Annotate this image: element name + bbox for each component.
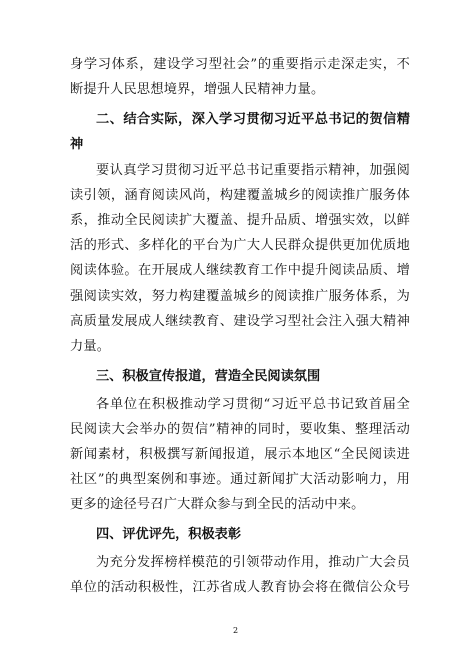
body-text-line: 强阅读实效，努力构建覆盖城乡的阅读推广服务体系，为 bbox=[70, 289, 410, 304]
section-heading: 二、结合实际，深入学习贯彻习近平总书记的贺信精 bbox=[96, 112, 410, 127]
page-number: 2 bbox=[232, 626, 239, 635]
body-text-line: 新闻素材，积极撰写新闻报道，展示本地区“全民阅读进 bbox=[70, 447, 410, 462]
body-text-line: 活的形式、多样化的平台为广大人民群众提供更加优质地 bbox=[70, 238, 410, 253]
body-text-line: 身学习体系，建设学习型社会”的重要指示走深走实，不 bbox=[70, 57, 410, 72]
body-text-line: 读引领，涵育阅读风尚，构建覆盖城乡的阅读推广服务体 bbox=[70, 188, 410, 203]
body-text-line: 单位的活动积极性，江苏省成人教育协会将在微信公众号 bbox=[70, 580, 410, 595]
body-text-line: 民阅读大会举办的贺信”精神的同时，要收集、整理活动 bbox=[70, 422, 410, 437]
body-text-line: 社区”的典型案例和事迹。通过新闻扩大活动影响力，用 bbox=[70, 472, 410, 487]
body-text-line: 为充分发挥榜样模范的引领带动作用，推动广大会员 bbox=[96, 555, 410, 570]
body-text-line: 要认真学习贯彻习近平总书记重要指示精神，加强阅 bbox=[96, 163, 410, 178]
body-text-line: 系，推动全民阅读扩大覆盖、提升品质、增强实效，以鲜 bbox=[70, 213, 410, 228]
body-text-line: 断提升人民思想境界，增强人民精神力量。 bbox=[70, 82, 325, 97]
section-heading: 四、评优评先，积极表彰 bbox=[96, 527, 242, 542]
body-text-line: 各单位在积极推动学习贯彻“习近平总书记致首届全 bbox=[96, 397, 410, 412]
body-text-line: 更多的途径号召广大群众参与到全民的活动中来。 bbox=[70, 497, 365, 512]
section-heading: 神 bbox=[70, 137, 84, 152]
body-text-line: 力量。 bbox=[70, 339, 111, 354]
body-text-line: 高质量发展成人继续教育、建设学习型社会注入强大精神 bbox=[70, 314, 410, 329]
body-text-line: 阅读体验。在开展成人继续教育工作中提升阅读品质、增 bbox=[70, 263, 410, 278]
section-heading: 三、积极宣传报道，营造全民阅读氛围 bbox=[96, 369, 321, 384]
